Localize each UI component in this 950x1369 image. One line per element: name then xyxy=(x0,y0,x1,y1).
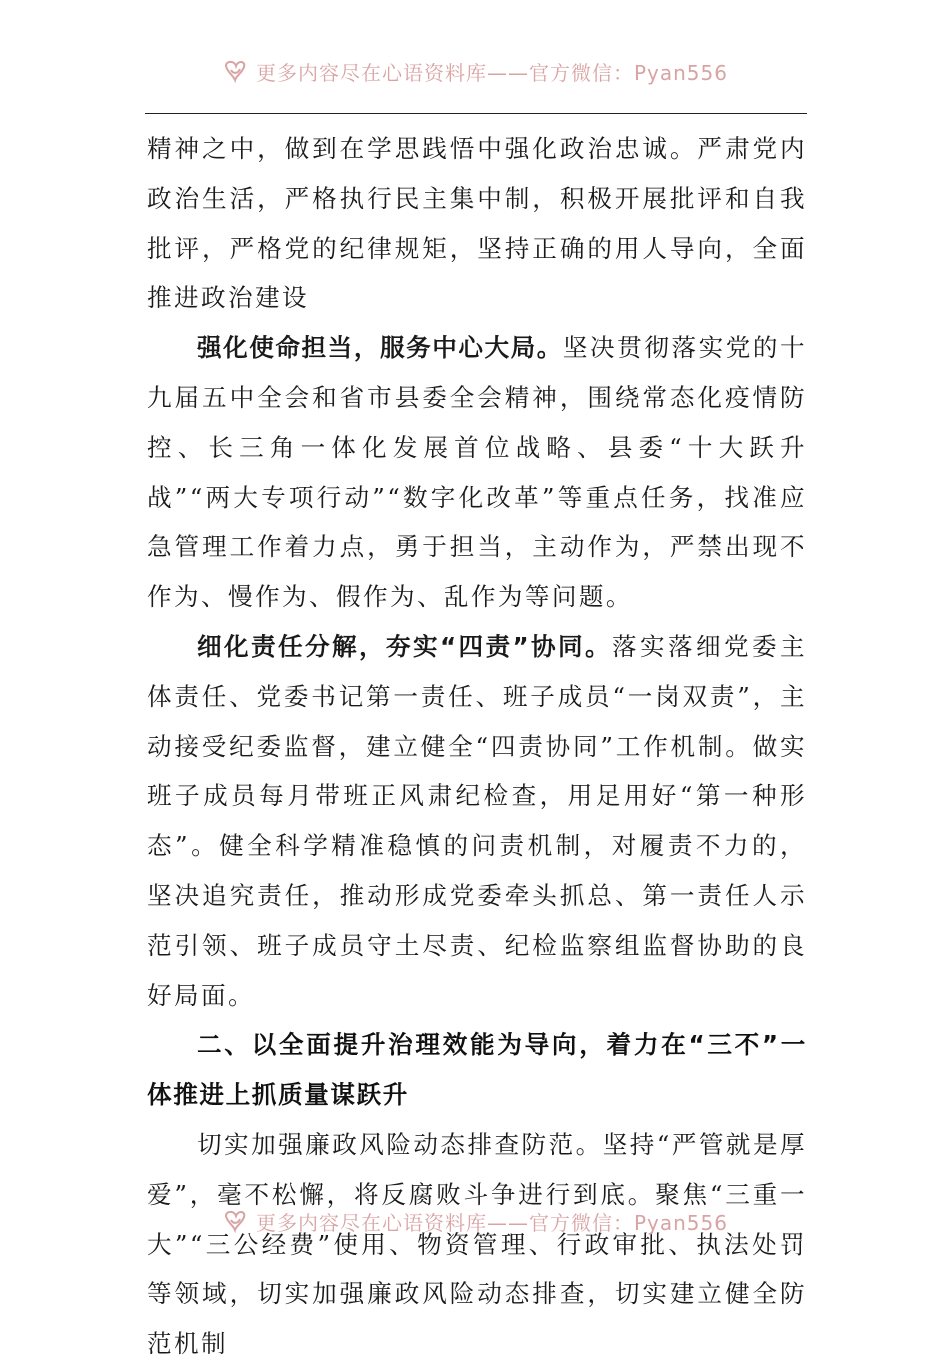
header-watermark xyxy=(0,54,950,88)
logo-icon xyxy=(222,58,248,84)
paragraph-lead: 细化责任分解，夯实“四责”协同。 xyxy=(197,631,613,661)
paragraph-risk-prevention xyxy=(147,1120,807,1369)
document-body xyxy=(147,124,807,1369)
paragraph-text: 落实落细党委主体责任、党委书记第一责任、班子成员“一岗双责”，主动接受纪委监督，建立健全“四责协同”工作机制。做实班子成员每月带班正风肃纪检查，用足用好“第一种形态”。健全科学精准稳慎的问责机制，对履责不力的，坚决追究责任，推动形成党委牵头抓总、第一责任人示范引领、班子成员守土尽责、纪检监察组监督协助的良好局面。 xyxy=(147,631,807,1010)
paragraph-text: 精神之中，做到在学思践悟中强化政治忠诚。严肃党内政治生活，严格执行民主集中制，积极开展批评和自我批评，严格党的纪律规矩，坚持正确的用人导向，全面推进政治建设 xyxy=(147,134,807,313)
footer-watermark xyxy=(0,1204,950,1238)
paragraph-text: 切实加强廉政风险动态排查防范。坚持“严管就是厚爱”，毫不松懈，将反腐败斗争进行到底。聚焦“三重一大”“三公经费”使用、物资管理、行政审批、执法处罚等领域，切实加强廉政风险动态排查，切实建立健全防范机制 xyxy=(147,1129,807,1359)
paragraph-lead: 强化使命担当，服务中心大局。 xyxy=(197,333,563,363)
header-watermark-text: 更多内容尽在心语资料库——官方微信：Pyan556 xyxy=(255,60,728,85)
paragraph-responsibility xyxy=(147,622,807,1020)
footer-watermark-text: 更多内容尽在心语资料库——官方微信：Pyan556 xyxy=(255,1210,728,1235)
section-heading: 二、以全面提升治理效能为导向，着力在“三不”一体推进上抓质量谋跃升 xyxy=(147,1030,807,1110)
paragraph-continued xyxy=(147,124,807,323)
header-divider xyxy=(145,113,807,114)
paragraph-text: 坚决贯彻落实党的十九届五中全会和省市县委全会精神，围绕常态化疫情防控、长三角一体化发展首位战略、县委“十大跃升战”“两大专项行动”“数字化改革”等重点任务，找准应急管理工作着力点，勇于担当，主动作为，严禁出现不作为、慢作为、假作为、乱作为等问题。 xyxy=(147,333,807,612)
logo-icon xyxy=(222,1208,248,1234)
paragraph-mission xyxy=(147,323,807,622)
